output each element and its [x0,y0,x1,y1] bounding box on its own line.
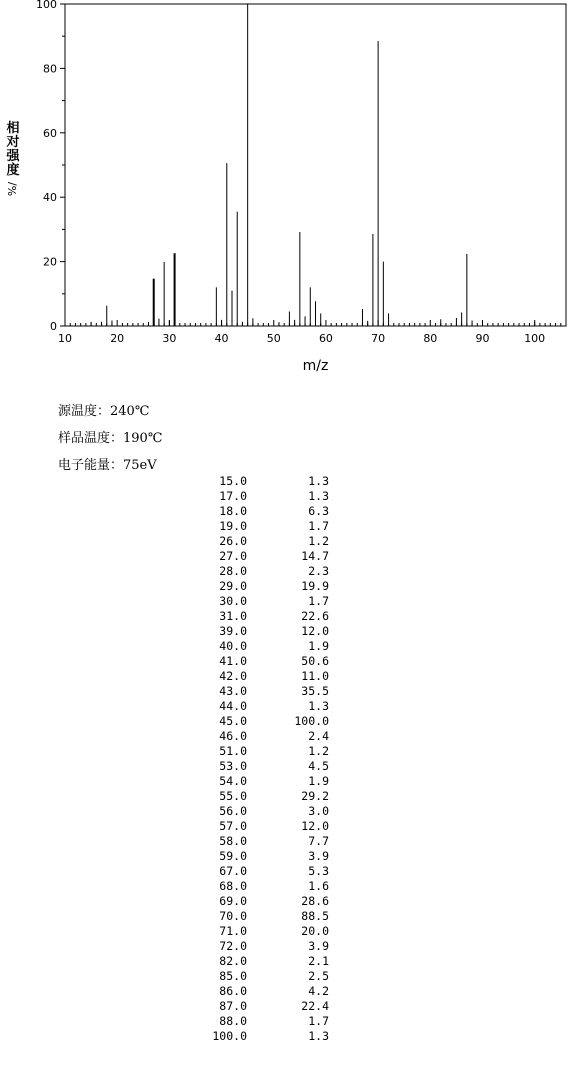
intensity-cell: 6.3 [308,504,329,518]
intensity-cell: 2.4 [308,729,329,743]
intensity-cell: 100.0 [294,714,329,728]
mz-cell: 85.0 [219,969,247,983]
table-row [200,1029,329,1044]
mz-cell: 57.0 [219,819,247,833]
mz-cell: 45.0 [219,714,247,728]
mz-cell: 53.0 [219,759,247,773]
mz-cell: 86.0 [219,984,247,998]
mz-cell: 68.0 [219,879,247,893]
mz-cell: 46.0 [219,729,247,743]
x-axis-label: m/z [302,358,329,374]
table-row [200,729,329,744]
mz-cell: 31.0 [219,609,247,623]
intensity-cell: 1.2 [308,744,329,758]
table-row [200,744,329,759]
x-tick-label: 60 [318,332,333,345]
table-row [200,789,329,804]
mz-cell: 43.0 [219,684,247,698]
intensity-cell: 1.3 [308,489,329,503]
mz-cell: 54.0 [219,774,247,788]
table-row [200,834,329,849]
intensity-cell: 2.3 [308,564,329,578]
table-row [200,894,329,909]
table-row [200,999,329,1014]
x-tick-label: 70 [371,332,386,345]
table-row [200,924,329,939]
sample-temperature: 样品温度：190℃ [58,431,163,446]
table-row [200,474,329,489]
intensity-cell: 88.5 [301,909,329,923]
mz-cell: 30.0 [219,594,247,608]
y-tick-label: 40 [43,191,57,205]
mz-cell: 88.0 [219,1014,247,1028]
table-row [200,669,329,684]
intensity-cell: 1.9 [308,639,329,653]
mz-cell: 58.0 [219,834,247,848]
intensity-cell: 3.9 [308,939,329,953]
table-row [200,804,329,819]
table-row [200,519,329,534]
table-row [200,624,329,639]
x-tick-label: 90 [475,332,490,345]
table-row [200,774,329,789]
y-axis-unit: %/ [6,181,19,197]
y-tick-label: 60 [43,126,57,140]
intensity-cell: 12.0 [301,819,329,833]
mz-cell: 59.0 [219,849,247,863]
intensity-cell: 4.2 [308,984,329,998]
intensity-cell: 1.7 [308,1014,329,1028]
intensity-cell: 1.3 [308,474,329,488]
intensity-cell: 4.5 [308,759,329,773]
y-tick-label: 80 [43,62,57,76]
intensity-cell: 1.2 [308,534,329,548]
intensity-cell: 29.2 [301,789,329,803]
intensity-cell: 22.4 [301,999,329,1013]
mz-cell: 69.0 [219,894,247,908]
x-tick-label: 50 [266,332,281,345]
mz-cell: 41.0 [219,654,247,668]
mz-cell: 17.0 [219,489,247,503]
intensity-cell: 1.7 [308,519,329,533]
x-tick-label: 40 [214,332,229,345]
table-row [200,954,329,969]
table-row [200,489,329,504]
mz-cell: 15.0 [219,474,247,488]
electron-energy: 电子能量：75eV [58,458,157,473]
intensity-cell: 19.9 [301,579,329,593]
intensity-cell: 11.0 [301,669,329,683]
table-row [200,594,329,609]
table-row [200,984,329,999]
intensity-cell: 1.3 [308,1029,329,1043]
intensity-cell: 1.6 [308,879,329,893]
table-row [200,714,329,729]
mz-cell: 70.0 [219,909,247,923]
intensity-cell: 7.7 [308,834,329,848]
mz-cell: 26.0 [219,534,247,548]
plot-frame [65,4,566,326]
intensity-cell: 1.9 [308,774,329,788]
table-row [200,579,329,594]
mz-cell: 55.0 [219,789,247,803]
table-row [200,939,329,954]
table-row [200,504,329,519]
mz-cell: 29.0 [219,579,247,593]
table-row [200,909,329,924]
intensity-cell: 1.3 [308,699,329,713]
intensity-cell: 50.6 [301,654,329,668]
mz-cell: 87.0 [219,999,247,1013]
intensity-cell: 28.6 [301,894,329,908]
intensity-cell: 3.9 [308,849,329,863]
table-row [200,1014,329,1029]
peak-table [200,474,329,1044]
x-tick-label: 20 [110,332,125,345]
x-tick-label: 80 [423,332,438,345]
intensity-cell: 2.1 [308,954,329,968]
mz-cell: 39.0 [219,624,247,638]
intensity-cell: 5.3 [308,864,329,878]
table-row [200,684,329,699]
mz-cell: 71.0 [219,924,247,938]
mz-cell: 40.0 [219,639,247,653]
y-tick-label: 20 [43,255,57,269]
mz-cell: 51.0 [219,744,247,758]
mass-spectrum-chart [0,0,570,380]
y-axis-label [4,122,22,196]
table-row [200,534,329,549]
table-row [200,864,329,879]
intensity-cell: 3.0 [308,804,329,818]
intensity-cell: 35.5 [301,684,329,698]
intensity-cell: 14.7 [301,549,329,563]
table-row [200,654,329,669]
intensity-cell: 20.0 [301,924,329,938]
intensity-cell: 12.0 [301,624,329,638]
y-tick-label: 0 [50,320,57,333]
mz-cell: 19.0 [219,519,247,533]
table-row [200,549,329,564]
mz-cell: 44.0 [219,699,247,713]
x-tick-label: 10 [58,332,72,345]
source-temperature: 源温度：240℃ [58,404,150,419]
intensity-cell: 2.5 [308,969,329,983]
intensity-cell: 1.7 [308,594,329,608]
table-row [200,564,329,579]
table-row [200,639,329,654]
y-tick-label: 100 [36,0,57,11]
table-row [200,699,329,714]
mz-cell: 100.0 [212,1029,247,1043]
mz-cell: 67.0 [219,864,247,878]
table-row [200,879,329,894]
intensity-cell: 22.6 [301,609,329,623]
x-tick-label: 100 [524,332,546,345]
mz-cell: 82.0 [219,954,247,968]
table-row [200,819,329,834]
table-row [200,969,329,984]
x-tick-label: 30 [162,332,177,345]
table-row [200,849,329,864]
mz-cell: 28.0 [219,564,247,578]
mz-cell: 42.0 [219,669,247,683]
mz-cell: 27.0 [219,549,247,563]
table-row [200,609,329,624]
mz-cell: 72.0 [219,939,247,953]
mz-cell: 18.0 [219,504,247,518]
y-axis-title: 相对强度 [6,121,20,178]
table-row [200,759,329,774]
mz-cell: 56.0 [219,804,247,818]
